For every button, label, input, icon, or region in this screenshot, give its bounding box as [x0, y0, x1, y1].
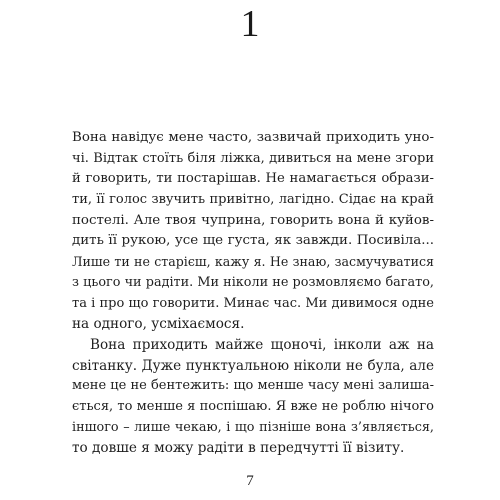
text-line: чі. Відтак стоїть біля ліжка, дивиться на мене згори	[72, 150, 434, 166]
text-line: Лише ти не старієш, кажу я. Не знаю, засмучуватися	[72, 254, 434, 270]
text-line: й говорить, ти постарішав. Не намагається образи-	[72, 171, 434, 187]
text-line: іншого – лише чекаю, і що пізніше вона з’являється,	[72, 419, 434, 435]
paragraph-2	[72, 335, 434, 459]
text-line: ється, то менше я поспішаю. Я вже не роблю нічого	[72, 398, 434, 414]
text-line: мене це не бентежить: що менше часу мені залиша-	[72, 378, 435, 394]
paragraph-1	[72, 128, 434, 335]
body-text	[72, 128, 434, 459]
page-number: 7	[246, 473, 254, 489]
text-line: з цього чи радіти. Ми ніколи не розмовляємо багато,	[72, 274, 434, 290]
text-line: постелі. Але твоя чуприна, говорить вона й куйов-	[72, 212, 434, 228]
chapter-number: 1	[240, 3, 260, 45]
text-line: дить її рукою, усе ще густа, як завжди. Посивіла...	[72, 233, 434, 249]
text-line: та і про що говорити. Минає час. Ми дивимося одне	[72, 295, 434, 311]
text-line: то довше я можу радіти в передчутті її візиту.	[72, 440, 405, 457]
text-line: ти, її голос звучить привітно, лагідно. Сідає на край	[72, 192, 434, 208]
text-line: Вона навідує мене часто, зазвичай приходить уно-	[72, 130, 434, 145]
text-line: світанку. Дуже пунктуальною ніколи не була, але	[72, 357, 434, 374]
text-line: Вона приходить майже щоночі, інколи аж на	[90, 336, 434, 353]
text-line: на одного, усміхаємося.	[72, 316, 245, 333]
